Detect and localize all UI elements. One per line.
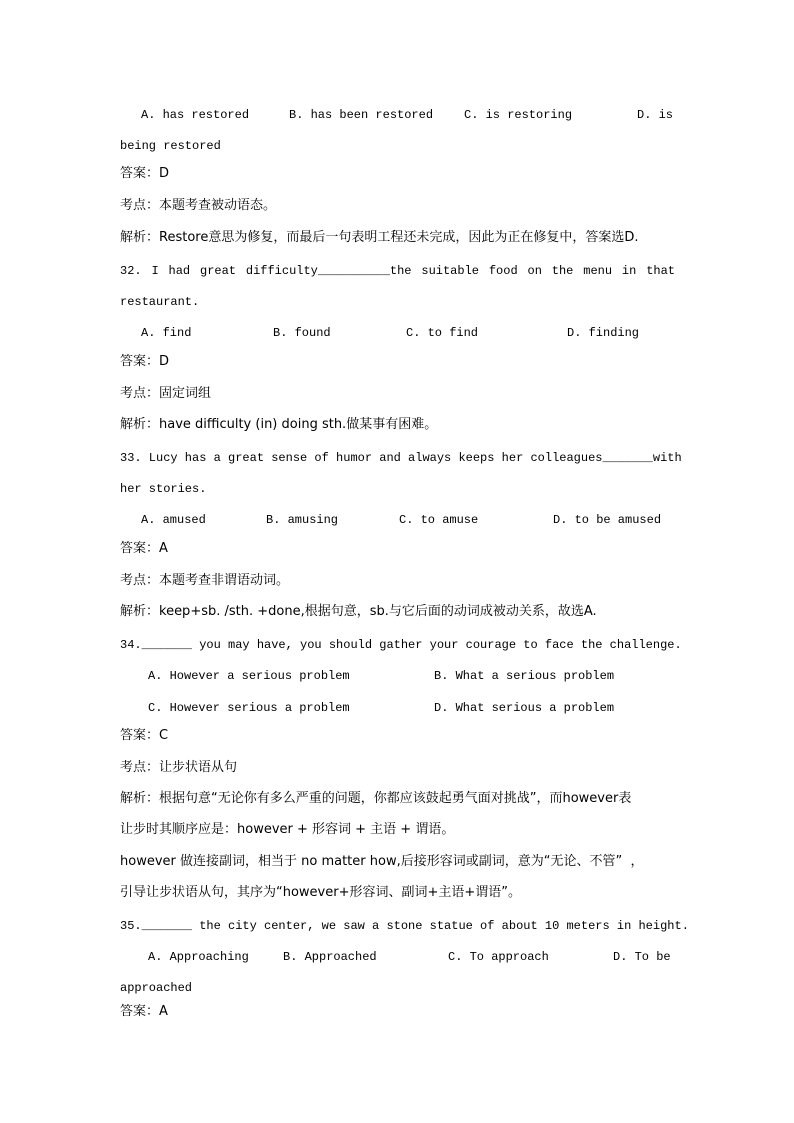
q31-option-a: A. has restored [141, 108, 250, 122]
q32-word: the [551, 264, 574, 278]
q32-word: that [646, 264, 675, 278]
q34-stem: 34._______ you may have, you should gather your courage to face the challenge. [120, 638, 682, 652]
q32-word: great [200, 264, 237, 278]
q33-point: 考点：本题考查非谓语动词。 [120, 573, 290, 588]
q34-point: 考点：让步状语从句 [120, 760, 238, 775]
q33-stem-cont: her stories. [120, 482, 207, 496]
q33-stem: 33. Lucy has a great sense of humor and always keeps her colleagues_______with [120, 451, 682, 465]
q35-option-a: A. Approaching [148, 950, 249, 964]
q32-stem [120, 263, 675, 279]
q32-word: on [527, 264, 542, 278]
q31-option-b: B. has been restored [289, 108, 434, 122]
q33-option-c: C. to amuse [399, 513, 479, 527]
q34-analysis-line1: 解析：根据句意“无论你有多么严重的问题，你都应该鼓起勇气面对挑战”，而however表 [120, 791, 632, 806]
q32-word: in [621, 264, 637, 278]
q31-option-d-cont: being restored [120, 139, 221, 153]
q35-option-d-cont: approached [120, 981, 193, 995]
q31-answer: 答案：D [120, 166, 170, 181]
q32-word: 32. [120, 264, 142, 278]
q35-option-b: B. Approached [283, 950, 377, 964]
q32-word: food [488, 264, 518, 278]
q32-word: had [168, 264, 191, 278]
q33-option-b: B. amusing [266, 513, 339, 527]
q35-answer: 答案：A [120, 1004, 168, 1019]
q35-option-c: C. To approach [448, 950, 549, 964]
q33-analysis: 解析：keep+sb. /sth. +done,根据句意，sb.与它后面的动词成被动关系，故选A. [120, 604, 597, 619]
q33-option-d: D. to be amused [553, 513, 662, 527]
q34-option-d: D. What serious a problem [434, 701, 615, 715]
q34-analysis-line4: 引导让步状语从句，其序为“however+形容词、副词+主语+谓语”。 [120, 885, 522, 900]
q32-word: difficulty__________the [245, 264, 412, 278]
q32-word: menu [583, 264, 613, 278]
q31-option-d: D. is [637, 108, 674, 122]
q31-analysis: 解析：Restore意思为修复，而最后一句表明工程还未完成，因此为正在修复中，答案选D. [120, 230, 639, 245]
q33-option-a: A. amused [141, 513, 206, 527]
q31-point: 考点：本题考查被动语态。 [120, 198, 277, 213]
q32-word: I [151, 264, 159, 278]
q34-option-c: C. However serious a problem [148, 701, 350, 715]
q32-point: 考点：固定词组 [120, 386, 212, 401]
q32-analysis: 解析：have difficulty (in) doing sth.做某事有困难。 [120, 417, 438, 432]
q33-answer: 答案：A [120, 541, 168, 556]
q34-analysis-line3: however 做连接副词，相当于 no matter how,后接形容词或副词，意为“无论、不管” ， [120, 854, 644, 869]
q35-option-d: D. To be [613, 950, 671, 964]
q32-option-b: B. found [273, 326, 331, 340]
q32-option-a: A. find [141, 326, 192, 340]
q32-stem-cont: restaurant. [120, 295, 200, 309]
q31-option-c: C. is restoring [464, 108, 573, 122]
q32-word: suitable [421, 264, 479, 278]
q34-answer: 答案：C [120, 728, 169, 743]
q32-answer: 答案：D [120, 354, 170, 369]
q35-stem: 35._______ the city center, we saw a stone statue of about 10 meters in height. [120, 919, 689, 933]
q34-option-b: B. What a serious problem [434, 669, 615, 683]
q32-option-c: C. to find [406, 326, 479, 340]
q32-option-d: D. finding [567, 326, 640, 340]
q34-analysis-line2: 让步时其顺序应是：however + 形容词 + 主语 + 谓语。 [120, 822, 455, 837]
q34-option-a: A. However a serious problem [148, 669, 350, 683]
